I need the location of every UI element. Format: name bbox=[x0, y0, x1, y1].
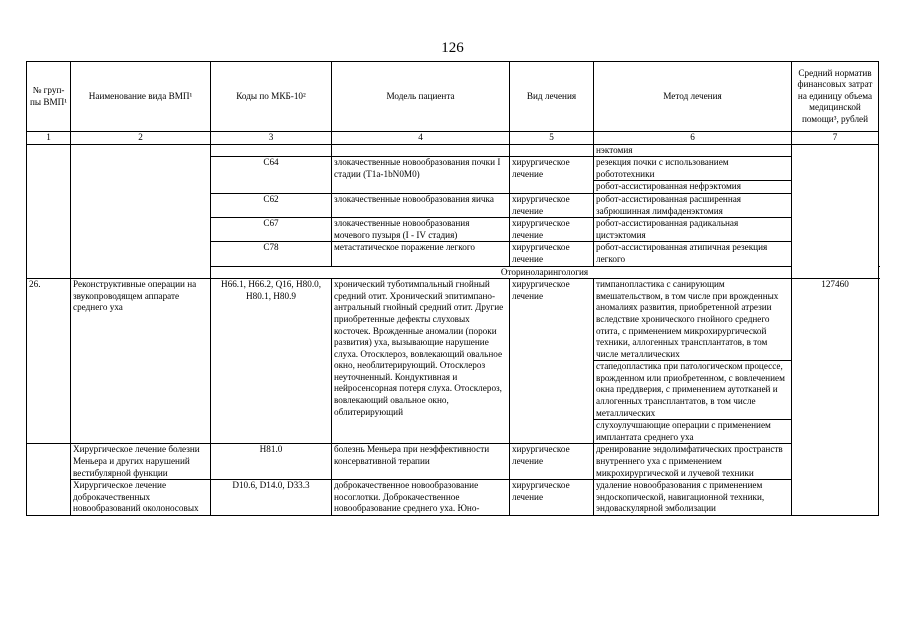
column-number-row bbox=[27, 132, 879, 145]
cell-method: стапедопластика при патологическом процессе, врожденном или приобретенном, с вовлечением окна преддверия, с применением аутотканей и аллогенных трансплантатов, в том числе металлических bbox=[594, 361, 792, 420]
column-number: 7 bbox=[792, 132, 879, 145]
cell-code: D10.6, D14.0, D33.3 bbox=[211, 480, 332, 516]
cell-model: злокачественные новообразования почки I стадии (T1a-1bN0M0) bbox=[332, 157, 510, 194]
cell-method: робот-ассистированная радикальная цистэктомия bbox=[594, 218, 792, 242]
cell-method: робот-ассистированная атипичная резекция легкого bbox=[594, 242, 792, 266]
table-row bbox=[27, 144, 879, 157]
cell-group: 26. bbox=[27, 279, 71, 444]
cell-model: хронический туботимпальный гнойный средний отит. Хронический эпитимпано-антральный гнойный средний отит. Другие приобретенные дефекты слуховых косточек. Врожденные аномалии (пороки развития) уха, вызывающие нарушение слуха. Отосклероз, вовлекающий овальное окно, необлитерирующий. Отосклероз неуточненный. Кондуктивная и нейросенсорная потеря слуха. Отосклероз, вовлекающий овальное окно, облитерирующий bbox=[332, 279, 510, 444]
cell-model: метастатическое поражение легкого bbox=[332, 242, 510, 266]
cell-method: слухоулучшающие операции с применением имплантата среднего уха bbox=[594, 420, 792, 444]
header-row bbox=[27, 62, 879, 132]
header-treatment-type: Вид лечения bbox=[510, 62, 594, 132]
cell-method: тимпанопластика с санирующим вмешательством, в том числе при врожденных аномалиях развития, приобретенной атрезии вследствие хронического гнойного среднего отита, с применением микрохирургической техники, аллогенных трансплантатов, в том числе металлических bbox=[594, 279, 792, 361]
column-number: 1 bbox=[27, 132, 71, 145]
cell-method: дренирование эндолимфатических пространств внутреннего уха с применением микрохирургической и лучевой техники bbox=[594, 444, 792, 480]
cell-group bbox=[27, 144, 71, 279]
cell-type: хирургическое лечение bbox=[510, 279, 594, 444]
cell-method: нэктомия bbox=[594, 144, 792, 157]
column-number: 3 bbox=[211, 132, 332, 145]
cell-cost bbox=[792, 144, 879, 279]
table-row bbox=[27, 480, 879, 516]
cell-code: C78 bbox=[211, 242, 332, 266]
column-number: 6 bbox=[594, 132, 792, 145]
column-number: 5 bbox=[510, 132, 594, 145]
cell-method: удаление новообразования с применением эндоскопической, навигационной техники, эндоваскулярной эмболизации bbox=[594, 480, 792, 516]
cell-code: H66.1, H66.2, Q16, H80.0, H80.1, H80.9 bbox=[211, 279, 332, 444]
cell-type: хирургическое лечение bbox=[510, 242, 594, 266]
cell-type: хирургическое лечение bbox=[510, 193, 594, 217]
cell-cost: 127460 bbox=[792, 279, 879, 516]
cell-method: робот-ассистированная расширенная забрюшинная лимфаденэктомия bbox=[594, 193, 792, 217]
table-row bbox=[27, 279, 879, 361]
header-cost: Средний норматив финансовых затрат на единицу объема медицинской помощи³, рублей bbox=[792, 62, 879, 132]
table-row bbox=[27, 444, 879, 480]
vmp-table bbox=[26, 61, 879, 516]
page-number: 126 bbox=[441, 40, 464, 56]
cell-type bbox=[510, 144, 594, 157]
section-title: Оториноларингология bbox=[211, 266, 879, 279]
cell-code: C62 bbox=[211, 193, 332, 217]
header-model: Модель пациента bbox=[332, 62, 510, 132]
header-method: Метод лечения bbox=[594, 62, 792, 132]
cell-model: доброкачественное новообразование носоглотки. Доброкачественное новообразование среднего уха. Юно- bbox=[332, 480, 510, 516]
cell-code bbox=[211, 144, 332, 157]
cell-method: резекция почки с использованием робототехники bbox=[594, 157, 792, 181]
cell-name bbox=[71, 144, 211, 279]
cell-type: хирургическое лечение bbox=[510, 480, 594, 516]
cell-code: C64 bbox=[211, 157, 332, 194]
column-number: 4 bbox=[332, 132, 510, 145]
cell-type: хирургическое лечение bbox=[510, 218, 594, 242]
cell-name: Реконструктивные операции на звукопроводящем аппарате среднего уха bbox=[71, 279, 211, 444]
header-group: № груп-пы ВМП¹ bbox=[27, 62, 71, 132]
cell-group bbox=[27, 444, 71, 516]
header-codes: Коды по МКБ-10² bbox=[211, 62, 332, 132]
column-number: 2 bbox=[71, 132, 211, 145]
cell-model: болезнь Меньера при неэффективности консервативной терапии bbox=[332, 444, 510, 480]
cell-model: злокачественные новообразования мочевого пузыря (I - IV стадия) bbox=[332, 218, 510, 242]
cell-type: хирургическое лечение bbox=[510, 444, 594, 480]
cell-name: Хирургическое лечение болезни Меньера и других нарушений вестибулярной функции bbox=[71, 444, 211, 480]
header-name: Наименование вида ВМП¹ bbox=[71, 62, 211, 132]
cell-name: Хирургическое лечение доброкачественных новообразований околоносовых bbox=[71, 480, 211, 516]
cell-model: злокачественные новообразования яичка bbox=[332, 193, 510, 217]
cell-code: H81.0 bbox=[211, 444, 332, 480]
cell-type: хирургическое лечение bbox=[510, 157, 594, 194]
cell-model bbox=[332, 144, 510, 157]
cell-method: робот-ассистированная нефрэктомия bbox=[594, 181, 792, 194]
cell-code: C67 bbox=[211, 218, 332, 242]
